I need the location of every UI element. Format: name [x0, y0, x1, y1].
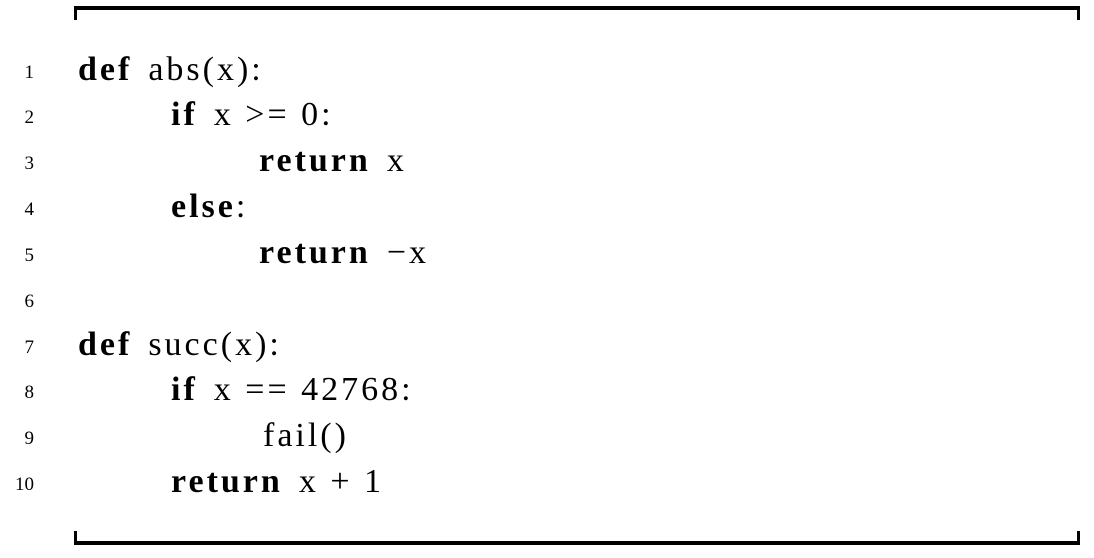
keyword: def [78, 326, 133, 363]
code-rest: x >= 0: [213, 96, 334, 133]
code-text [171, 185, 248, 229]
code-line [0, 323, 1094, 369]
code-text [171, 368, 414, 412]
code-text [78, 48, 264, 92]
code-line [0, 48, 1094, 94]
line-number: 5 [24, 245, 34, 266]
code-rest: −x [386, 234, 429, 271]
frame-corner-tick [1077, 531, 1080, 545]
keyword: return [171, 463, 283, 500]
line-number: 9 [24, 428, 34, 449]
code-line [0, 185, 1094, 231]
code-line [0, 460, 1094, 506]
code-line [0, 277, 1094, 323]
code-text [263, 414, 349, 458]
line-number: 10 [15, 474, 34, 495]
keyword: if [171, 96, 198, 133]
keyword: else [171, 188, 236, 225]
keyword: return [259, 234, 371, 271]
frame-corner-tick [74, 531, 77, 545]
keyword: return [259, 142, 371, 179]
frame-corner-tick [1077, 6, 1080, 20]
line-number: 8 [24, 382, 34, 403]
code-text [171, 460, 384, 504]
code-text [259, 231, 429, 275]
code-rest: x == 42768: [213, 371, 414, 408]
frame-corner-tick [74, 6, 77, 20]
code-line [0, 414, 1094, 460]
code-line [0, 93, 1094, 139]
code-text [78, 323, 282, 367]
keyword: def [78, 51, 133, 88]
line-number: 1 [24, 62, 34, 83]
code-text [171, 93, 334, 137]
code-rest: : [235, 188, 249, 225]
line-number: 3 [24, 153, 34, 174]
code-rest: fail() [263, 417, 349, 454]
line-number: 2 [24, 107, 34, 128]
code-rest: x [386, 142, 407, 179]
code-rest: abs(x): [148, 51, 264, 88]
line-number: 7 [24, 337, 34, 358]
code-rest: x + 1 [298, 463, 384, 500]
code-text [259, 139, 407, 183]
frame-top-rule [74, 6, 1080, 10]
line-number: 4 [24, 199, 34, 220]
code-line [0, 139, 1094, 185]
code-line [0, 231, 1094, 277]
keyword: if [171, 371, 198, 408]
code-rest: succ(x): [148, 326, 282, 363]
frame-bottom-rule [74, 541, 1080, 545]
code-line [0, 368, 1094, 414]
line-number: 6 [24, 291, 34, 312]
